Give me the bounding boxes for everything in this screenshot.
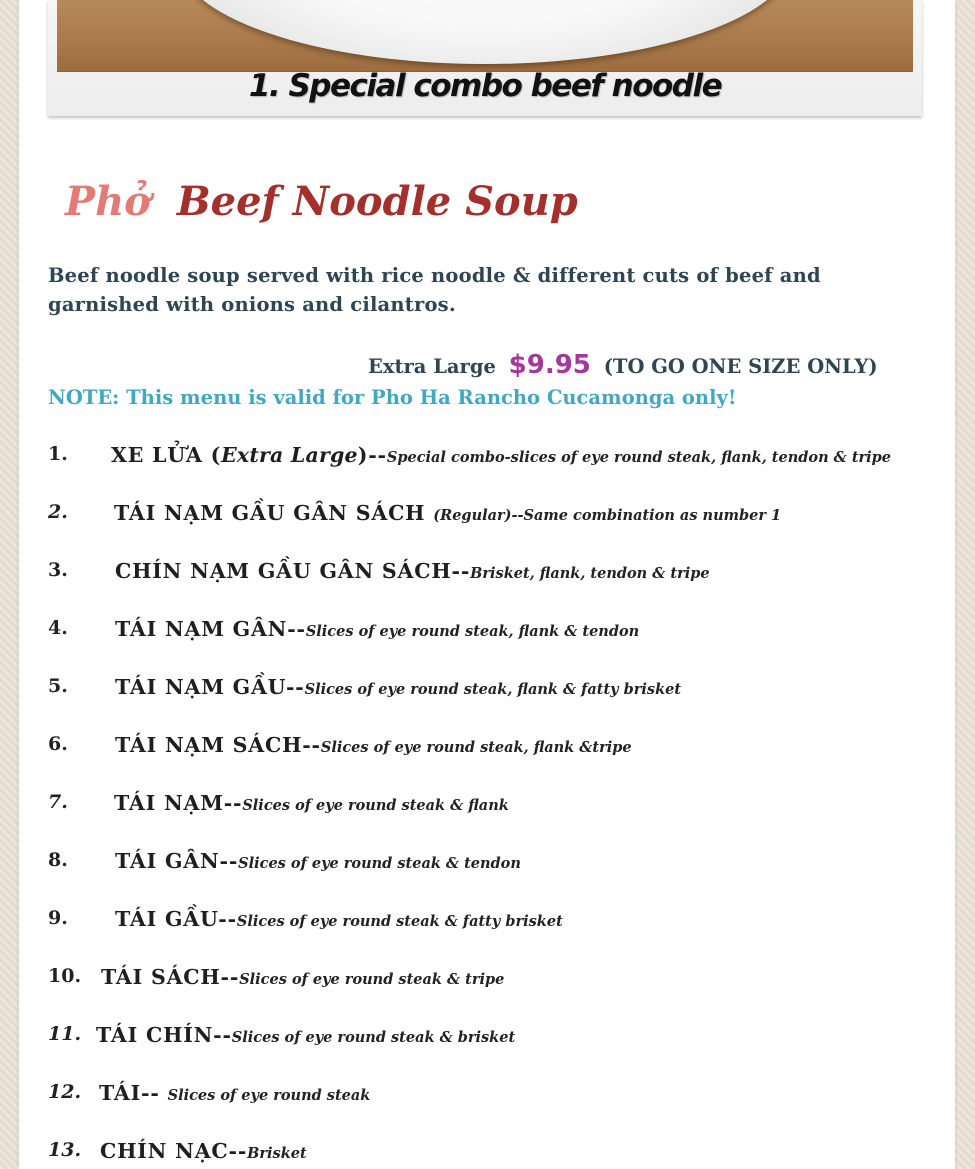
item-name-text: TÁI GẦU--: [115, 907, 237, 931]
item-description: Slices of eye round steak, flank & tendon: [305, 623, 640, 640]
item-name-text: CHÍN NẠM GẦU GÂN SÁCH--: [115, 559, 471, 583]
item-number: 3.: [48, 559, 68, 581]
price: $9.95: [508, 350, 591, 380]
item-description: Slices of eye round steak & brisket: [231, 1029, 516, 1046]
title-beef-noodle-soup: Beef Noodle Soup: [176, 178, 578, 225]
item-name: [114, 501, 781, 525]
price-line: [368, 350, 878, 380]
item-name-text: TÁI SÁCH--: [101, 965, 240, 989]
item-number: 12.: [48, 1081, 82, 1103]
item-number: 13.: [48, 1139, 82, 1161]
item-number: 9.: [48, 907, 68, 929]
item-number: 7.: [48, 791, 68, 813]
item-description: Slices of eye round steak & tripe: [239, 971, 505, 988]
item-name-text: TÁI GÂN--: [115, 849, 239, 873]
item-name: [99, 1081, 370, 1105]
item-description: Slices of eye round steak, flank &tripe: [320, 739, 632, 756]
item-name-text: TÁI NẠM GẦU--: [115, 675, 305, 699]
item-name: [115, 733, 632, 757]
item-number: 4.: [48, 617, 68, 639]
section-title: [65, 178, 578, 225]
menu-item: [48, 617, 640, 649]
item-name: [111, 443, 891, 467]
title-pho: Phở: [65, 178, 151, 225]
photo-card: [48, 0, 922, 116]
item-name-text: TÁI CHÍN--: [96, 1023, 232, 1047]
menu-item: [48, 1023, 516, 1055]
menu-item: [48, 1139, 307, 1169]
item-description: Slices of eye round steak: [167, 1087, 371, 1104]
menu-item: [48, 791, 509, 823]
item-name: [115, 849, 521, 873]
item-name: [96, 1023, 515, 1047]
item-name-tail: )--: [357, 443, 387, 467]
menu-item: [48, 733, 632, 765]
noodle-bowl-photo: [57, 0, 913, 72]
item-name: [115, 617, 639, 641]
item-name-text: TÁI NẠM GẦU GÂN SÁCH: [114, 501, 434, 525]
menu-item: [48, 1081, 371, 1113]
menu-item: [48, 559, 710, 591]
item-description: Brisket, flank, tendon & tripe: [470, 565, 710, 582]
item-name: [101, 965, 504, 989]
item-name: [115, 675, 681, 699]
item-name-text: TÁI NẠM SÁCH--: [115, 733, 321, 757]
item-number: 5.: [48, 675, 68, 697]
item-name: [100, 1139, 307, 1163]
item-name-text: TÁI NẠM--: [114, 791, 243, 815]
item-number: 6.: [48, 733, 68, 755]
item-name: [115, 907, 563, 931]
item-description: Slices of eye round steak & flank: [242, 797, 509, 814]
menu-item: [48, 965, 505, 997]
bowl-image: [177, 0, 793, 64]
menu-item: [48, 443, 892, 475]
menu-item: [48, 907, 563, 939]
photo-caption: 1. Special combo beef noodle: [248, 68, 722, 104]
item-name-text: CHÍN NẠC--: [100, 1139, 248, 1163]
menu-page: [19, 0, 955, 1169]
section-description: Beef noodle soup served with rice noodle & different cuts of beef and garnished with onions and cilantros.: [48, 264, 821, 316]
menu-item: [48, 675, 682, 707]
item-number: 2.: [48, 501, 68, 523]
item-description: Slices of eye round steak & fatty brisket: [236, 913, 563, 930]
item-size: Extra Large: [221, 443, 358, 467]
item-name: [114, 791, 509, 815]
item-description: Slices of eye round steak, flank & fatty brisket: [304, 681, 682, 698]
item-description: (Regular)--Same combination as number 1: [433, 507, 782, 524]
item-name-text: XE LỬA (: [111, 443, 222, 467]
item-number: 11.: [48, 1023, 82, 1045]
menu-item: [48, 849, 521, 881]
menu-notice: NOTE: This menu is valid for Pho Ha Rancho Cucamonga only!: [48, 386, 737, 409]
item-name: [115, 559, 710, 583]
item-description: Special combo-slices of eye round steak, flank, tendon & tripe: [386, 449, 892, 466]
item-description: Slices of eye round steak & tendon: [238, 855, 521, 872]
item-number: 1.: [48, 443, 68, 465]
size-label: Extra Large: [368, 355, 496, 378]
item-description: Brisket: [247, 1145, 307, 1162]
size-note: (TO GO ONE SIZE ONLY): [603, 355, 878, 378]
item-name-text: TÁI--: [99, 1081, 168, 1105]
menu-item: [48, 501, 782, 533]
item-number: 10.: [48, 965, 82, 987]
item-name-text: TÁI NẠM GÂN--: [115, 617, 306, 641]
item-number: 8.: [48, 849, 68, 871]
